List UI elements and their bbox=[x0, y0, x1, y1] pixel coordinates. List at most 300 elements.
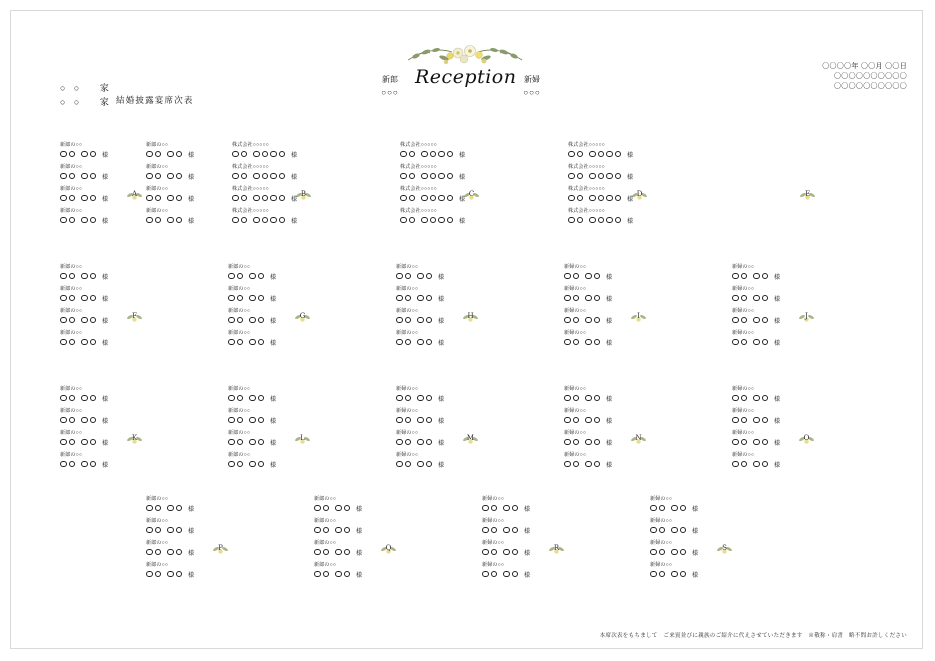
seat-circle[interactable] bbox=[60, 339, 67, 346]
seat-circle[interactable] bbox=[577, 217, 584, 224]
seat-circle[interactable] bbox=[176, 505, 183, 512]
seat-circle[interactable] bbox=[405, 395, 412, 402]
seat-circle[interactable] bbox=[421, 217, 428, 224]
seat-circle[interactable] bbox=[762, 417, 769, 424]
table-badge-d[interactable] bbox=[632, 186, 647, 201]
seat-circle[interactable] bbox=[396, 461, 403, 468]
seat-circle[interactable] bbox=[762, 339, 769, 346]
seat-circle[interactable] bbox=[753, 439, 760, 446]
seat-circle[interactable] bbox=[344, 549, 351, 556]
seat-circle[interactable] bbox=[90, 273, 97, 280]
seat-entry[interactable] bbox=[732, 409, 780, 425]
seat-circle[interactable] bbox=[237, 339, 244, 346]
seat-circle[interactable] bbox=[430, 151, 437, 158]
seat-circle[interactable] bbox=[155, 571, 162, 578]
seat-circle[interactable] bbox=[762, 439, 769, 446]
seat-circle[interactable] bbox=[405, 295, 412, 302]
seat-circle[interactable] bbox=[615, 173, 622, 180]
seat-circle[interactable] bbox=[167, 571, 174, 578]
seat-circle[interactable] bbox=[237, 461, 244, 468]
seat-circle[interactable] bbox=[232, 173, 239, 180]
seat-entry[interactable] bbox=[396, 265, 444, 281]
seat-entry[interactable] bbox=[568, 165, 633, 181]
seat-circle[interactable] bbox=[573, 339, 580, 346]
table-badge-o[interactable] bbox=[799, 430, 814, 445]
seat-circle[interactable] bbox=[615, 217, 622, 224]
seat-circle[interactable] bbox=[176, 173, 183, 180]
seat-circle[interactable] bbox=[732, 417, 739, 424]
seat-entry[interactable] bbox=[564, 431, 612, 447]
seat-circle[interactable] bbox=[270, 195, 277, 202]
seat-circle[interactable] bbox=[671, 527, 678, 534]
seat-circle[interactable] bbox=[568, 151, 575, 158]
seat-circle[interactable] bbox=[585, 339, 592, 346]
seat-circle[interactable] bbox=[680, 571, 687, 578]
seat-circle[interactable] bbox=[146, 151, 153, 158]
seat-circle[interactable] bbox=[417, 395, 424, 402]
seat-circle[interactable] bbox=[90, 295, 97, 302]
seat-circle[interactable] bbox=[232, 217, 239, 224]
seat-circle[interactable] bbox=[447, 217, 454, 224]
seat-entry[interactable] bbox=[650, 541, 698, 557]
seat-circle[interactable] bbox=[396, 317, 403, 324]
seat-circle[interactable] bbox=[417, 295, 424, 302]
seat-entry[interactable] bbox=[314, 519, 362, 535]
seat-entry[interactable] bbox=[482, 541, 530, 557]
seat-entry[interactable] bbox=[396, 453, 444, 469]
seat-entry[interactable] bbox=[314, 497, 362, 513]
seat-circle[interactable] bbox=[69, 395, 76, 402]
seat-circle[interactable] bbox=[564, 339, 571, 346]
seat-circle[interactable] bbox=[262, 151, 269, 158]
seat-entry[interactable] bbox=[146, 165, 194, 181]
seat-circle[interactable] bbox=[228, 339, 235, 346]
seat-circle[interactable] bbox=[594, 273, 601, 280]
seat-circle[interactable] bbox=[167, 151, 174, 158]
seat-entry[interactable] bbox=[568, 187, 633, 203]
seat-circle[interactable] bbox=[659, 571, 666, 578]
seat-circle[interactable] bbox=[344, 571, 351, 578]
seat-circle[interactable] bbox=[594, 295, 601, 302]
seat-circle[interactable] bbox=[60, 417, 67, 424]
seat-entry[interactable] bbox=[732, 387, 780, 403]
seat-circle[interactable] bbox=[503, 571, 510, 578]
seat-entry[interactable] bbox=[732, 431, 780, 447]
seat-circle[interactable] bbox=[564, 417, 571, 424]
seat-circle[interactable] bbox=[568, 173, 575, 180]
seat-circle[interactable] bbox=[606, 217, 613, 224]
seat-circle[interactable] bbox=[155, 173, 162, 180]
seat-circle[interactable] bbox=[81, 173, 88, 180]
seat-circle[interactable] bbox=[253, 217, 260, 224]
seat-entry[interactable] bbox=[60, 287, 108, 303]
seat-circle[interactable] bbox=[69, 195, 76, 202]
seat-circle[interactable] bbox=[426, 395, 433, 402]
seat-circle[interactable] bbox=[249, 461, 256, 468]
seat-entry[interactable] bbox=[732, 309, 780, 325]
seat-circle[interactable] bbox=[568, 217, 575, 224]
seat-entry[interactable] bbox=[564, 265, 612, 281]
seat-circle[interactable] bbox=[69, 173, 76, 180]
seat-circle[interactable] bbox=[146, 571, 153, 578]
seat-circle[interactable] bbox=[405, 273, 412, 280]
seat-circle[interactable] bbox=[503, 549, 510, 556]
seat-circle[interactable] bbox=[417, 317, 424, 324]
seat-entry[interactable] bbox=[228, 287, 276, 303]
table-badge-r[interactable] bbox=[549, 540, 564, 555]
seat-circle[interactable] bbox=[573, 395, 580, 402]
seat-circle[interactable] bbox=[237, 295, 244, 302]
seat-circle[interactable] bbox=[482, 571, 489, 578]
seat-circle[interactable] bbox=[81, 151, 88, 158]
seat-circle[interactable] bbox=[577, 151, 584, 158]
seat-circle[interactable] bbox=[258, 417, 265, 424]
seat-circle[interactable] bbox=[69, 295, 76, 302]
seat-circle[interactable] bbox=[228, 317, 235, 324]
seat-circle[interactable] bbox=[409, 151, 416, 158]
seat-circle[interactable] bbox=[447, 195, 454, 202]
seat-circle[interactable] bbox=[741, 439, 748, 446]
seat-circle[interactable] bbox=[426, 317, 433, 324]
seat-circle[interactable] bbox=[69, 439, 76, 446]
seat-entry[interactable] bbox=[228, 387, 276, 403]
seat-circle[interactable] bbox=[396, 417, 403, 424]
seat-circle[interactable] bbox=[249, 273, 256, 280]
seat-circle[interactable] bbox=[396, 273, 403, 280]
seat-circle[interactable] bbox=[598, 217, 605, 224]
seat-circle[interactable] bbox=[417, 273, 424, 280]
seat-entry[interactable] bbox=[146, 209, 194, 225]
seat-circle[interactable] bbox=[167, 549, 174, 556]
seat-entry[interactable] bbox=[564, 287, 612, 303]
seat-circle[interactable] bbox=[90, 317, 97, 324]
seat-circle[interactable] bbox=[314, 571, 321, 578]
table-badge-e[interactable] bbox=[800, 186, 815, 201]
seat-circle[interactable] bbox=[659, 505, 666, 512]
seat-circle[interactable] bbox=[421, 173, 428, 180]
seat-circle[interactable] bbox=[405, 439, 412, 446]
seat-circle[interactable] bbox=[421, 151, 428, 158]
seat-entry[interactable] bbox=[146, 143, 194, 159]
seat-circle[interactable] bbox=[396, 439, 403, 446]
seat-circle[interactable] bbox=[650, 527, 657, 534]
seat-circle[interactable] bbox=[417, 461, 424, 468]
seat-circle[interactable] bbox=[680, 505, 687, 512]
seat-entry[interactable] bbox=[396, 431, 444, 447]
seat-circle[interactable] bbox=[438, 195, 445, 202]
seat-entry[interactable] bbox=[732, 265, 780, 281]
seat-circle[interactable] bbox=[81, 217, 88, 224]
seat-circle[interactable] bbox=[430, 195, 437, 202]
seat-circle[interactable] bbox=[426, 439, 433, 446]
seat-circle[interactable] bbox=[426, 417, 433, 424]
seat-circle[interactable] bbox=[228, 439, 235, 446]
seat-circle[interactable] bbox=[741, 417, 748, 424]
seat-circle[interactable] bbox=[155, 505, 162, 512]
seat-circle[interactable] bbox=[585, 395, 592, 402]
seat-circle[interactable] bbox=[335, 549, 342, 556]
seat-circle[interactable] bbox=[659, 527, 666, 534]
seat-circle[interactable] bbox=[606, 151, 613, 158]
seat-circle[interactable] bbox=[482, 527, 489, 534]
seat-circle[interactable] bbox=[146, 195, 153, 202]
table-badge-b[interactable] bbox=[296, 186, 311, 201]
seat-circle[interactable] bbox=[671, 505, 678, 512]
seat-circle[interactable] bbox=[60, 173, 67, 180]
seat-circle[interactable] bbox=[81, 317, 88, 324]
seat-circle[interactable] bbox=[241, 195, 248, 202]
seat-circle[interactable] bbox=[671, 571, 678, 578]
seat-circle[interactable] bbox=[573, 317, 580, 324]
seat-entry[interactable] bbox=[60, 387, 108, 403]
seat-circle[interactable] bbox=[564, 395, 571, 402]
seat-circle[interactable] bbox=[69, 317, 76, 324]
seat-circle[interactable] bbox=[279, 173, 286, 180]
table-badge-n[interactable] bbox=[631, 430, 646, 445]
seat-entry[interactable] bbox=[564, 409, 612, 425]
seat-circle[interactable] bbox=[314, 549, 321, 556]
seat-circle[interactable] bbox=[594, 461, 601, 468]
seat-circle[interactable] bbox=[606, 173, 613, 180]
seat-circle[interactable] bbox=[344, 527, 351, 534]
table-badge-f[interactable] bbox=[127, 308, 142, 323]
seat-entry[interactable] bbox=[314, 563, 362, 579]
seat-circle[interactable] bbox=[405, 317, 412, 324]
seat-entry[interactable] bbox=[60, 265, 108, 281]
seat-circle[interactable] bbox=[396, 339, 403, 346]
seat-circle[interactable] bbox=[176, 151, 183, 158]
seat-circle[interactable] bbox=[426, 461, 433, 468]
table-badge-i[interactable] bbox=[631, 308, 646, 323]
seat-circle[interactable] bbox=[598, 195, 605, 202]
seat-circle[interactable] bbox=[568, 195, 575, 202]
seat-circle[interactable] bbox=[258, 461, 265, 468]
seat-circle[interactable] bbox=[741, 395, 748, 402]
seat-circle[interactable] bbox=[237, 417, 244, 424]
seat-circle[interactable] bbox=[228, 461, 235, 468]
seat-circle[interactable] bbox=[335, 527, 342, 534]
seat-circle[interactable] bbox=[253, 195, 260, 202]
seat-circle[interactable] bbox=[491, 505, 498, 512]
seat-circle[interactable] bbox=[90, 439, 97, 446]
table-badge-j[interactable] bbox=[799, 308, 814, 323]
seat-circle[interactable] bbox=[417, 417, 424, 424]
seat-circle[interactable] bbox=[421, 195, 428, 202]
seat-circle[interactable] bbox=[258, 273, 265, 280]
seat-entry[interactable] bbox=[482, 519, 530, 535]
seat-circle[interactable] bbox=[167, 195, 174, 202]
seat-entry[interactable] bbox=[650, 497, 698, 513]
seat-circle[interactable] bbox=[81, 439, 88, 446]
seat-circle[interactable] bbox=[585, 295, 592, 302]
seat-entry[interactable] bbox=[564, 387, 612, 403]
seat-circle[interactable] bbox=[732, 395, 739, 402]
seat-entry[interactable] bbox=[400, 209, 465, 225]
seat-circle[interactable] bbox=[732, 439, 739, 446]
seat-circle[interactable] bbox=[396, 295, 403, 302]
seat-entry[interactable] bbox=[60, 453, 108, 469]
seat-circle[interactable] bbox=[249, 439, 256, 446]
seat-circle[interactable] bbox=[400, 217, 407, 224]
seat-circle[interactable] bbox=[671, 549, 678, 556]
seat-circle[interactable] bbox=[228, 417, 235, 424]
table-badge-k[interactable] bbox=[127, 430, 142, 445]
seat-entry[interactable] bbox=[232, 143, 297, 159]
seat-circle[interactable] bbox=[270, 151, 277, 158]
seat-circle[interactable] bbox=[564, 317, 571, 324]
seat-circle[interactable] bbox=[594, 395, 601, 402]
seat-circle[interactable] bbox=[241, 217, 248, 224]
seat-circle[interactable] bbox=[396, 395, 403, 402]
seat-circle[interactable] bbox=[762, 317, 769, 324]
seat-circle[interactable] bbox=[60, 461, 67, 468]
seat-entry[interactable] bbox=[228, 453, 276, 469]
seat-circle[interactable] bbox=[176, 549, 183, 556]
seat-circle[interactable] bbox=[573, 417, 580, 424]
seat-circle[interactable] bbox=[60, 217, 67, 224]
table-badge-g[interactable] bbox=[295, 308, 310, 323]
seat-circle[interactable] bbox=[237, 317, 244, 324]
seat-circle[interactable] bbox=[69, 217, 76, 224]
seat-circle[interactable] bbox=[335, 505, 342, 512]
seat-circle[interactable] bbox=[90, 339, 97, 346]
seat-circle[interactable] bbox=[335, 571, 342, 578]
seat-circle[interactable] bbox=[60, 295, 67, 302]
seat-circle[interactable] bbox=[405, 461, 412, 468]
seat-entry[interactable] bbox=[482, 563, 530, 579]
seat-circle[interactable] bbox=[258, 439, 265, 446]
seat-entry[interactable] bbox=[564, 331, 612, 347]
seat-circle[interactable] bbox=[258, 317, 265, 324]
seat-circle[interactable] bbox=[60, 151, 67, 158]
seat-circle[interactable] bbox=[573, 461, 580, 468]
seat-circle[interactable] bbox=[753, 417, 760, 424]
seat-circle[interactable] bbox=[262, 195, 269, 202]
table-badge-p[interactable] bbox=[213, 540, 228, 555]
seat-entry[interactable] bbox=[228, 431, 276, 447]
seat-circle[interactable] bbox=[409, 217, 416, 224]
seat-circle[interactable] bbox=[60, 317, 67, 324]
seat-circle[interactable] bbox=[650, 571, 657, 578]
seat-circle[interactable] bbox=[155, 195, 162, 202]
seat-entry[interactable] bbox=[564, 453, 612, 469]
table-badge-a[interactable] bbox=[127, 186, 142, 201]
seat-circle[interactable] bbox=[167, 173, 174, 180]
seat-circle[interactable] bbox=[232, 151, 239, 158]
seat-circle[interactable] bbox=[146, 505, 153, 512]
seat-circle[interactable] bbox=[146, 549, 153, 556]
seat-entry[interactable] bbox=[232, 209, 297, 225]
seat-circle[interactable] bbox=[249, 317, 256, 324]
seat-entry[interactable] bbox=[146, 187, 194, 203]
seat-entry[interactable] bbox=[732, 331, 780, 347]
table-badge-s[interactable] bbox=[717, 540, 732, 555]
seat-entry[interactable] bbox=[396, 409, 444, 425]
seat-circle[interactable] bbox=[589, 217, 596, 224]
seat-circle[interactable] bbox=[405, 417, 412, 424]
seat-circle[interactable] bbox=[753, 461, 760, 468]
seat-circle[interactable] bbox=[732, 461, 739, 468]
seat-circle[interactable] bbox=[176, 217, 183, 224]
seat-circle[interactable] bbox=[573, 295, 580, 302]
seat-circle[interactable] bbox=[228, 295, 235, 302]
seat-circle[interactable] bbox=[491, 527, 498, 534]
seat-circle[interactable] bbox=[270, 173, 277, 180]
seat-entry[interactable] bbox=[228, 309, 276, 325]
seat-circle[interactable] bbox=[589, 173, 596, 180]
seat-entry[interactable] bbox=[228, 331, 276, 347]
seat-circle[interactable] bbox=[426, 273, 433, 280]
seat-circle[interactable] bbox=[270, 217, 277, 224]
seat-circle[interactable] bbox=[594, 439, 601, 446]
seat-circle[interactable] bbox=[167, 217, 174, 224]
seat-circle[interactable] bbox=[564, 461, 571, 468]
seat-circle[interactable] bbox=[503, 505, 510, 512]
seat-circle[interactable] bbox=[762, 273, 769, 280]
seat-circle[interactable] bbox=[90, 173, 97, 180]
seat-circle[interactable] bbox=[279, 217, 286, 224]
seat-circle[interactable] bbox=[146, 527, 153, 534]
table-badge-l[interactable] bbox=[295, 430, 310, 445]
seat-circle[interactable] bbox=[241, 173, 248, 180]
seat-circle[interactable] bbox=[615, 151, 622, 158]
seat-circle[interactable] bbox=[258, 295, 265, 302]
seat-circle[interactable] bbox=[81, 339, 88, 346]
seat-circle[interactable] bbox=[90, 461, 97, 468]
seat-circle[interactable] bbox=[753, 395, 760, 402]
seat-circle[interactable] bbox=[680, 549, 687, 556]
seat-circle[interactable] bbox=[323, 571, 330, 578]
seat-circle[interactable] bbox=[512, 549, 519, 556]
seat-circle[interactable] bbox=[400, 195, 407, 202]
seat-circle[interactable] bbox=[741, 339, 748, 346]
seat-circle[interactable] bbox=[323, 549, 330, 556]
seat-circle[interactable] bbox=[438, 173, 445, 180]
seat-circle[interactable] bbox=[60, 273, 67, 280]
seat-circle[interactable] bbox=[417, 439, 424, 446]
seat-entry[interactable] bbox=[60, 165, 108, 181]
seat-circle[interactable] bbox=[753, 317, 760, 324]
seat-circle[interactable] bbox=[279, 195, 286, 202]
seat-circle[interactable] bbox=[314, 527, 321, 534]
seat-circle[interactable] bbox=[323, 505, 330, 512]
seat-circle[interactable] bbox=[258, 395, 265, 402]
seat-circle[interactable] bbox=[482, 549, 489, 556]
seat-circle[interactable] bbox=[314, 505, 321, 512]
seat-circle[interactable] bbox=[650, 549, 657, 556]
seat-entry[interactable] bbox=[146, 497, 194, 513]
seat-entry[interactable] bbox=[732, 287, 780, 303]
seat-circle[interactable] bbox=[732, 339, 739, 346]
seat-entry[interactable] bbox=[400, 187, 465, 203]
seat-circle[interactable] bbox=[741, 295, 748, 302]
seat-circle[interactable] bbox=[155, 549, 162, 556]
seat-entry[interactable] bbox=[146, 541, 194, 557]
seat-circle[interactable] bbox=[680, 527, 687, 534]
seat-circle[interactable] bbox=[594, 317, 601, 324]
seat-circle[interactable] bbox=[491, 549, 498, 556]
seat-circle[interactable] bbox=[253, 151, 260, 158]
seat-circle[interactable] bbox=[564, 273, 571, 280]
seat-circle[interactable] bbox=[447, 151, 454, 158]
seat-circle[interactable] bbox=[564, 439, 571, 446]
seat-entry[interactable] bbox=[396, 387, 444, 403]
seat-circle[interactable] bbox=[589, 151, 596, 158]
seat-circle[interactable] bbox=[585, 461, 592, 468]
seat-circle[interactable] bbox=[176, 195, 183, 202]
seat-entry[interactable] bbox=[568, 143, 633, 159]
seat-entry[interactable] bbox=[60, 331, 108, 347]
